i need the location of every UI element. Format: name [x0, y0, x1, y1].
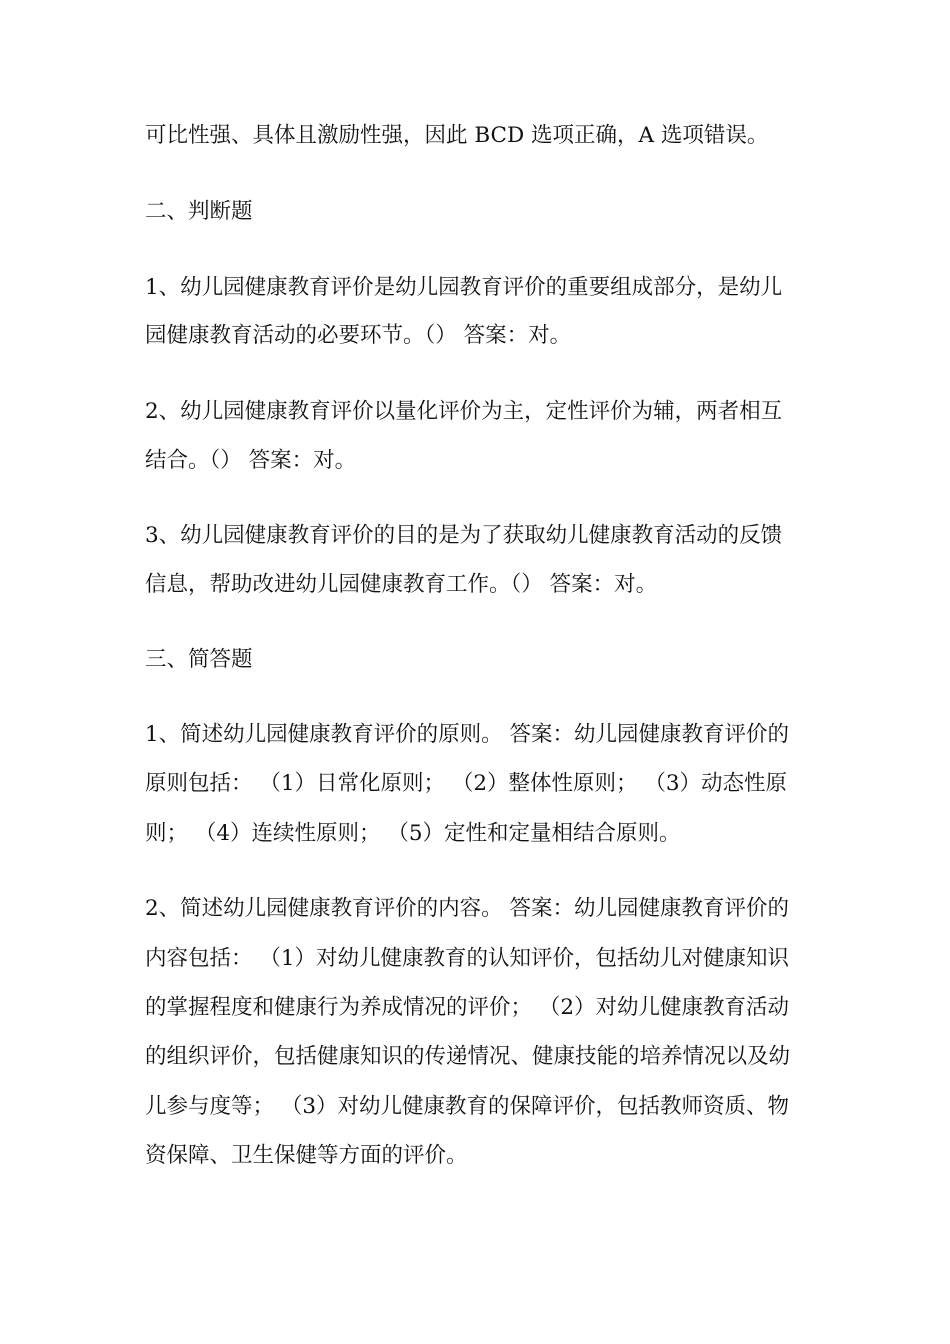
text-line: 2、幼儿园健康教育评价以量化评价为主，定性评价为辅，两者相互	[145, 399, 783, 424]
text-line: 则； （4）连续性原则； （5）定性和定量相结合原则。	[145, 821, 681, 846]
text-line: 内容包括： （1）对幼儿健康教育的认知评价，包括幼儿对健康知识	[145, 946, 790, 971]
text-line: 儿参与度等； （3）对幼儿健康教育的保障评价，包括教师资质、物	[145, 1094, 790, 1119]
text-line: 原则包括： （1）日常化原则； （2）整体性原则； （3）动态性原	[145, 771, 788, 796]
text-line: 3、幼儿园健康教育评价的目的是为了获取幼儿健康教育活动的反馈	[145, 523, 783, 548]
text-line: 信息，帮助改进幼儿园健康教育工作。（） 答案：对。	[145, 572, 658, 597]
section-heading-short-answer: 三、简答题	[145, 647, 253, 672]
text-line: 资保障、卫生保健等方面的评价。	[145, 1143, 468, 1168]
text-line: 的掌握程度和健康行为养成情况的评价； （2）对幼儿健康教育活动	[145, 995, 790, 1020]
text-line: 园健康教育活动的必要环节。（） 答案：对。	[145, 323, 572, 348]
text-line: 可比性强、具体且激励性强，因此 BCD 选项正确，A 选项错误。	[145, 123, 769, 148]
section-heading-judgment: 二、判断题	[145, 199, 253, 224]
text-line: 1、幼儿园健康教育评价是幼儿园教育评价的重要组成部分，是幼儿	[145, 275, 783, 300]
text-line: 1、简述幼儿园健康教育评价的原则。 答案：幼儿园健康教育评价的	[145, 722, 790, 747]
text-line: 的组织评价，包括健康知识的传递情况、健康技能的培养情况以及幼	[145, 1044, 791, 1069]
text-line: 2、简述幼儿园健康教育评价的内容。 答案：幼儿园健康教育评价的	[145, 896, 790, 921]
text-line: 结合。（） 答案：对。	[145, 448, 357, 473]
